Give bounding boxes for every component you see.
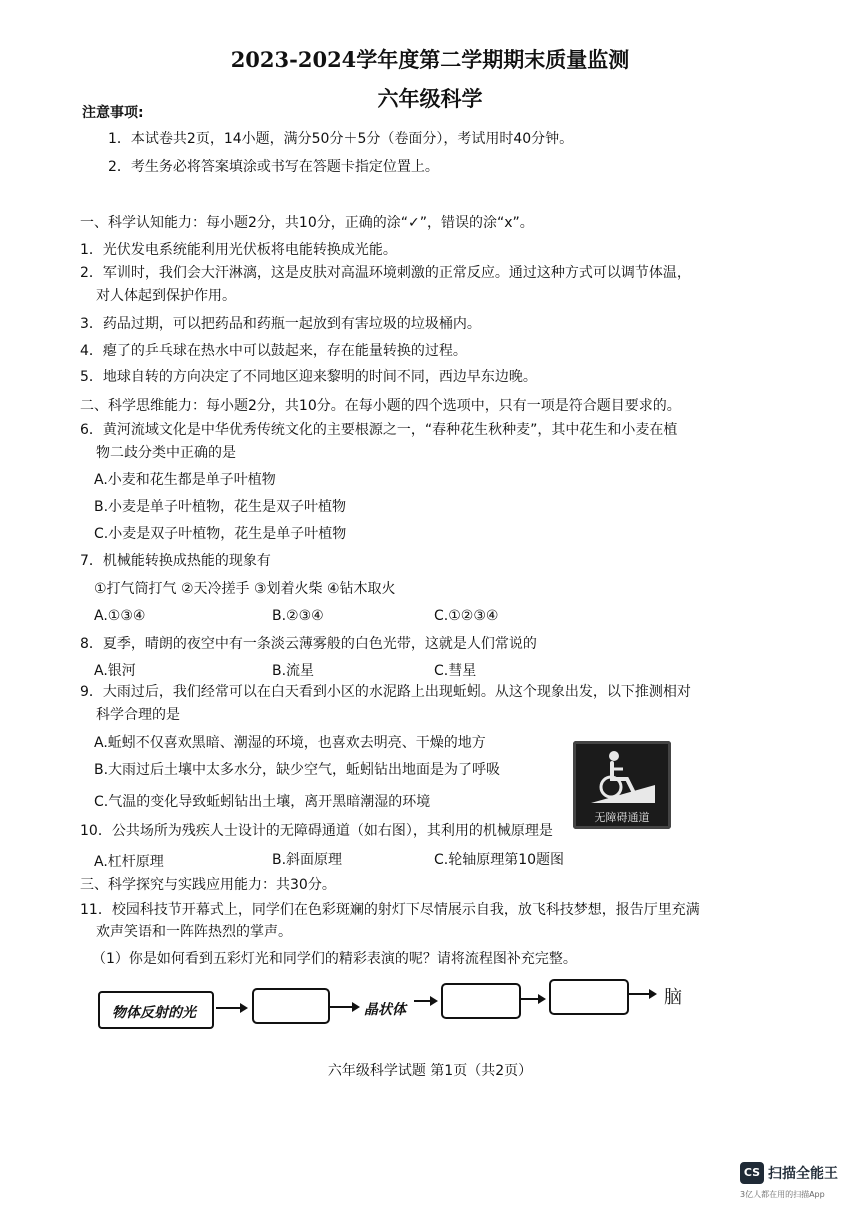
question-4: 4．瘪了的乒乓球在热水中可以鼓起来，存在能量转换的过程。 [80, 343, 467, 359]
flow-arrow-4 [520, 998, 544, 1000]
question-7-option-c: C.①②③④ [434, 608, 499, 624]
exam-subtitle: 六年级科学 [377, 86, 483, 111]
question-9-option-b: B.大雨过后土壤中太多水分，缺少空气，蚯蚓钻出地面是为了呼吸 [94, 762, 501, 778]
watermark-subtitle: 3亿人都在用的扫描App [740, 1190, 825, 1199]
cs-logo-icon: CS [740, 1162, 764, 1184]
question-11-line1: 11．校园科技节开幕式上，同学们在色彩斑斓的射灯下尽情展示自我，放飞科技梦想，报告厅里充满 [80, 902, 700, 918]
question-10-option-a: A.杠杆原理 [94, 854, 164, 870]
question-11-sub1: （1）你是如何看到五彩灯光和同学们的精彩表演的呢？请将流程图补充完整。 [92, 951, 577, 967]
section3-heading: 三、科学探究与实践应用能力：共30分。 [80, 877, 336, 893]
question-8-option-c: C.彗星 [434, 663, 477, 679]
flow-box-start [98, 991, 214, 1029]
watermark-name: 扫描全能王 [768, 1166, 838, 1182]
sign-label: 无障碍通道 [594, 811, 650, 824]
question-8: 8．夏季，晴朗的夜空中有一条淡云薄雾般的白色光带，这就是人们常说的 [80, 636, 537, 652]
page-footer: 六年级科学试题 第1页（共2页） [327, 1063, 533, 1079]
question-7-option-b: B.②③④ [272, 608, 324, 624]
note-item-1: 1．本试卷共2页，14小题，满分50分＋5分（卷面分），考试用时40分钟。 [108, 131, 574, 147]
question-1: 1．光伏发电系统能利用光伏板将电能转换成光能。 [80, 242, 397, 258]
question-8-option-a: A.银河 [94, 663, 136, 679]
question-9-option-a: A.蚯蚓不仅喜欢黑暗、潮湿的环境，也喜欢去明亮、干燥的地方 [94, 735, 486, 751]
section1-heading: 一、科学认知能力：每小题2分，共10分，正确的涂“✓”，错误的涂“x”。 [80, 215, 534, 231]
question-6-line2: 物二歧分类中正确的是 [96, 445, 236, 461]
question-9-line2: 科学合理的是 [96, 707, 180, 723]
question-3: 3．药品过期，可以把药品和药瓶一起放到有害垃圾的垃圾桶内。 [80, 316, 481, 332]
question-11-line2: 欢声笑语和一阵阵热烈的掌声。 [96, 924, 292, 940]
question-7-items: ①打气筒打气 ②天冷搓手 ③划着火柴 ④钻木取火 [94, 581, 396, 597]
question-7: 7．机械能转换成热能的现象有 [80, 553, 271, 569]
flow-blank-box-3[interactable] [549, 979, 629, 1015]
exam-title: 2023-2024学年度第二学期期末质量监测 [230, 47, 630, 72]
question-5: 5．地球自转的方向决定了不同地区迎来黎明的时间不同，西边早东边晚。 [80, 369, 537, 385]
wheelchair-ramp-icon [587, 749, 657, 804]
question-10-option-c: C.轮轴原理第10题图 [434, 852, 565, 868]
accessible-ramp-sign [573, 741, 671, 829]
flow-arrow-1 [216, 1007, 246, 1009]
note-item-2: 2．考生务必将答案填涂或书写在答题卡指定位置上。 [108, 159, 439, 175]
question-6-option-c: C.小麦是双子叶植物，花生是单子叶植物 [94, 526, 347, 542]
question-10-option-b: B.斜面原理 [272, 852, 343, 868]
question-6-line1: 6．黄河流域文化是中华优秀传统文化的主要根源之一，“春种花生秋种麦”，其中花生和小麦在植 [80, 422, 678, 438]
scanner-watermark [740, 1162, 850, 1206]
question-6-option-b: B.小麦是单子叶植物，花生是双子叶植物 [94, 499, 347, 515]
notes-heading: 注意事项: [82, 105, 144, 121]
section2-heading: 二、科学思维能力：每小题2分，共10分。在每小题的四个选项中，只有一项是符合题目要求的。 [80, 398, 681, 414]
question-7-option-a: A.①③④ [94, 608, 146, 624]
question-9-line1: 9．大雨过后，我们经常可以在白天看到小区的水泥路上出现蚯蚓。从这个现象出发，以下推测相对 [80, 684, 691, 700]
flow-blank-box-1[interactable] [252, 988, 330, 1024]
flow-start-label: 物体反射的光 [112, 1005, 196, 1021]
flow-middle-label: 晶状体 [364, 1002, 406, 1018]
flow-arrow-5 [629, 993, 655, 995]
flow-blank-box-2[interactable] [441, 983, 521, 1019]
flow-end-label: 脑 [664, 987, 682, 1008]
flow-arrow-3 [414, 1000, 436, 1002]
question-9-option-c: C.气温的变化导致蚯蚓钻出土壤，离开黑暗潮湿的环境 [94, 794, 431, 810]
question-6-option-a: A.小麦和花生都是单子叶植物 [94, 472, 276, 488]
question-2-line2: 对人体起到保护作用。 [96, 288, 236, 304]
flow-arrow-2 [330, 1006, 358, 1008]
question-2-line1: 2．军训时，我们会大汗淋漓，这是皮肤对高温环境刺激的正常反应。通过这种方式可以调节体温， [80, 265, 691, 281]
question-8-option-b: B.流星 [272, 663, 315, 679]
question-10: 10．公共场所为残疾人士设计的无障碍通道（如右图），其利用的机械原理是 [80, 823, 553, 839]
